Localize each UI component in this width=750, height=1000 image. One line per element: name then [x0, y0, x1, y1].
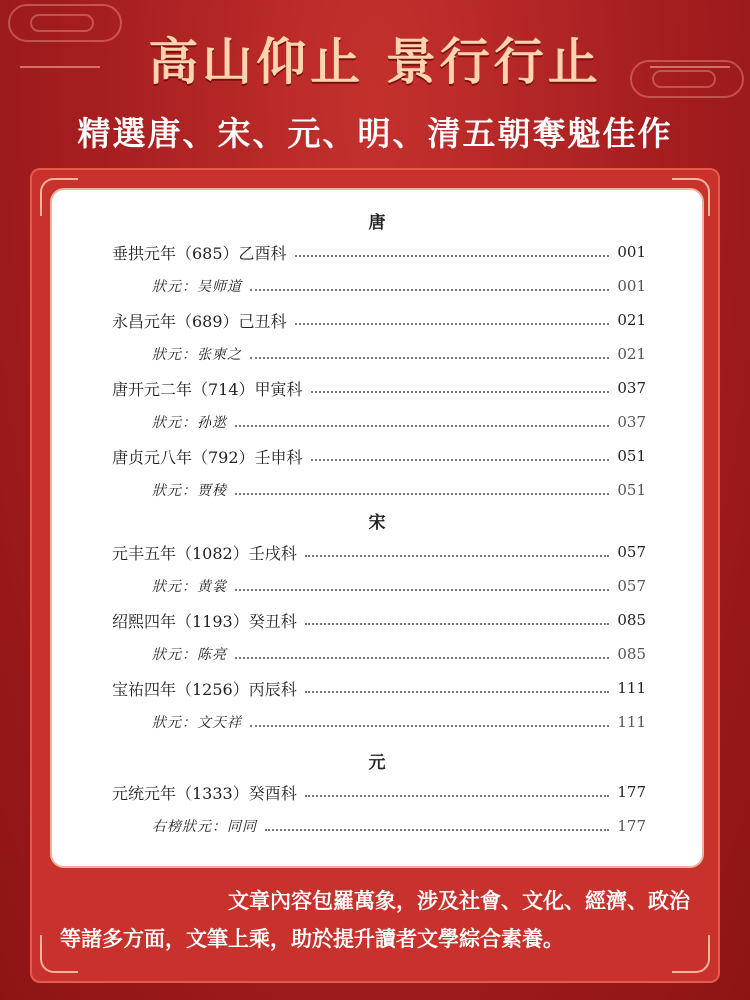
page-number: 057 [617, 577, 646, 595]
exam-title: 唐开元二年（714）甲寅科 [112, 379, 303, 399]
exam-title: 宝祐四年（1256）丙辰科 [112, 679, 297, 699]
dot-leader [311, 391, 610, 393]
scholar-name: 狀元：孙逖 [152, 415, 227, 431]
scholar-name: 狀元：吴师道 [152, 279, 242, 295]
exam-title: 垂拱元年（685）乙酉科 [112, 243, 287, 263]
dot-leader [295, 323, 610, 325]
page-number: 051 [617, 481, 646, 499]
toc-scholar-row [152, 814, 646, 838]
page-number: 177 [617, 817, 646, 835]
page-number: 085 [617, 611, 646, 629]
exam-title: 唐贞元八年（792）壬申科 [112, 447, 303, 467]
dot-leader [305, 691, 610, 693]
scholar-name: 狀元：陈亮 [152, 647, 227, 663]
scholar-name: 右榜狀元：同同 [152, 819, 257, 835]
dot-leader [250, 357, 609, 359]
dynasty-heading: 元 [368, 753, 386, 773]
dot-leader [305, 555, 610, 557]
toc-exam-row [112, 376, 646, 400]
dot-leader [235, 493, 609, 495]
page-number: 001 [617, 277, 646, 295]
exam-title: 绍熙四年（1193）癸丑科 [112, 611, 297, 631]
page-number: 111 [617, 679, 646, 697]
scholar-name: 狀元：贾稜 [152, 483, 227, 499]
description-line-2: 等諸多方面，文筆上乘，助於提升讀者文學綜合素養。 [60, 927, 564, 951]
exam-title: 元丰五年（1082）壬戌科 [112, 543, 297, 563]
table-of-contents [52, 190, 702, 866]
toc-exam-row [112, 240, 646, 264]
page-number: 021 [617, 311, 646, 329]
toc-exam-row [112, 780, 646, 804]
toc-scholar-row [152, 710, 646, 734]
toc-scholar-row [152, 574, 646, 598]
dot-leader [235, 589, 609, 591]
exam-title: 永昌元年（689）己丑科 [112, 311, 287, 331]
table-of-contents-panel [50, 188, 704, 868]
toc-exam-row [112, 676, 646, 700]
description-text [60, 882, 690, 958]
toc-scholar-row [152, 478, 646, 502]
page-number: 177 [617, 783, 646, 801]
dot-leader [250, 725, 609, 727]
page-number: 051 [617, 447, 646, 465]
toc-scholar-row [152, 642, 646, 666]
dot-leader [305, 623, 610, 625]
page-number: 085 [617, 645, 646, 663]
scholar-name: 狀元：黄裳 [152, 579, 227, 595]
dynasty-heading: 宋 [368, 513, 386, 533]
toc-scholar-row [152, 410, 646, 434]
description-line-1: 文章內容包羅萬象，涉及社會、文化、經濟、政治 [228, 889, 690, 913]
toc-exam-row [112, 444, 646, 468]
dot-leader [295, 255, 610, 257]
exam-title: 元统元年（1333）癸酉科 [112, 783, 297, 803]
dot-leader [250, 289, 609, 291]
toc-exam-row [112, 608, 646, 632]
dot-leader [311, 459, 610, 461]
page-subtitle: 精選唐、宋、元、明、清五朝奪魁佳作 [77, 114, 673, 153]
page-number: 021 [617, 345, 646, 363]
page-number: 037 [617, 413, 646, 431]
scholar-name: 狀元：文天祥 [152, 715, 242, 731]
scholar-name: 狀元：张柬之 [152, 347, 242, 363]
page-number: 111 [617, 713, 646, 731]
toc-scholar-row [152, 342, 646, 366]
page-number: 001 [617, 243, 646, 261]
dot-leader [265, 829, 609, 831]
dot-leader [235, 425, 609, 427]
page-number: 057 [617, 543, 646, 561]
dot-leader [305, 795, 610, 797]
page-title: 高山仰止 景行行止 [148, 33, 602, 91]
toc-exam-row [112, 540, 646, 564]
page-number: 037 [617, 379, 646, 397]
toc-exam-row [112, 308, 646, 332]
dot-leader [235, 657, 609, 659]
toc-scholar-row [152, 274, 646, 298]
dynasty-heading: 唐 [368, 213, 386, 233]
